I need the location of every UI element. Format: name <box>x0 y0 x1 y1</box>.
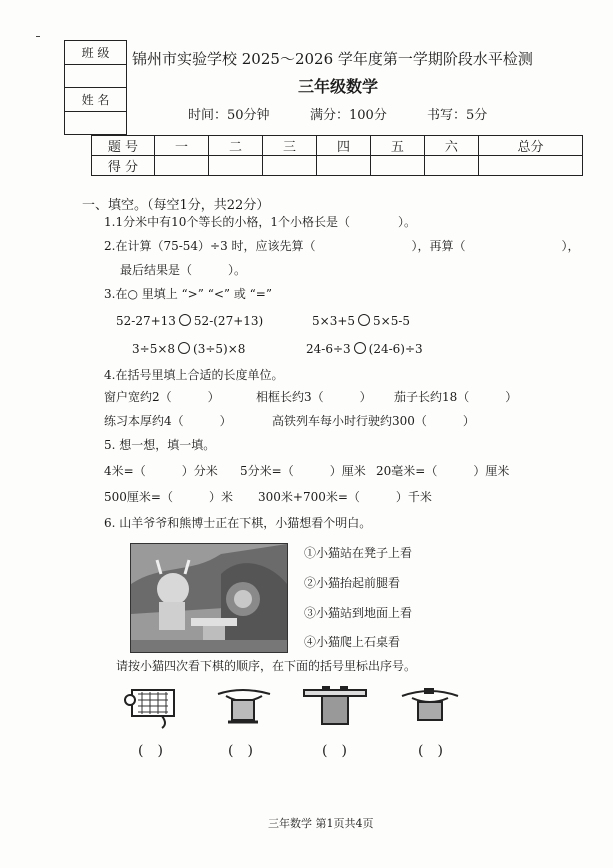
question-3: 3.在○ 里填上 “>” “<” 或 “=” <box>104 287 272 301</box>
exam-full-score: 满分：100分 <box>310 108 387 123</box>
compare-left: 24-6÷3 <box>306 342 351 356</box>
score-header-cell: 二 <box>208 136 262 156</box>
compare-left: 5×3+5 <box>312 314 356 328</box>
option-item: ②小猫抬起前腿看 <box>304 576 401 590</box>
question-6-instruction: 请按小猫四次看下棋的顺序，在下面的括号里标出序号。 <box>116 659 417 673</box>
conversion-item: 4米=（ ）分米 <box>104 464 218 478</box>
score-table-score-row <box>92 156 583 176</box>
score-cell[interactable] <box>370 156 424 176</box>
class-name-box <box>64 40 127 135</box>
question-5: 5. 想一想，填一填。 <box>104 438 216 452</box>
answer-bracket[interactable]: ( ) <box>322 743 347 759</box>
score-header-cell: 五 <box>370 136 424 156</box>
corner-mark <box>36 36 40 37</box>
score-table-header-row <box>92 136 583 156</box>
compare-item <box>312 314 410 327</box>
compare-right: 5×5-5 <box>373 314 411 328</box>
option-item: ①小猫站在凳子上看 <box>304 546 413 560</box>
question-2a: 2.在计算（75-54）÷3 时，应该先算（ ），再算（ ）， <box>104 239 580 253</box>
compare-circle[interactable] <box>178 342 190 354</box>
exam-writing-score: 书写：5分 <box>427 108 488 123</box>
board-on-stool-svg <box>118 684 182 730</box>
score-header-cell: 六 <box>424 136 478 156</box>
section1-heading: 一、填空。（每空1分，共22分） <box>82 198 270 213</box>
question-4: 4.在括号里填上合适的长度单位。 <box>104 368 284 382</box>
unit-item: 茄子长约18（ ） <box>394 390 518 404</box>
score-cell[interactable] <box>424 156 478 176</box>
compare-right: (3÷5)×8 <box>193 342 246 356</box>
question-2b: 最后结果是（ ）。 <box>120 263 247 277</box>
score-cell[interactable] <box>478 156 582 176</box>
name-field[interactable] <box>65 112 127 135</box>
cat-view-picture-2 <box>212 684 276 730</box>
question-1: 1.1分米中有10个等长的小格，1个小格长是（ ）。 <box>104 215 416 229</box>
compare-left: 52-27+13 <box>116 314 176 328</box>
compare-item <box>306 342 423 355</box>
compare-circle[interactable] <box>354 342 366 354</box>
score-header-cell: 总分 <box>478 136 582 156</box>
compare-circle[interactable] <box>179 314 191 326</box>
question-6: 6. 山羊爷爷和熊博士正在下棋，小猫想看个明白。 <box>104 516 372 530</box>
score-header-cell: 一 <box>155 136 209 156</box>
score-header-cell: 四 <box>316 136 370 156</box>
exam-title: 锦州市实验学校 2025～2026 学年度第一学期阶段水平检测 <box>132 50 533 68</box>
conversion-item: 300米+700米=（ ）千米 <box>258 490 432 504</box>
unit-item: 相框长约3（ ） <box>256 390 372 404</box>
option-item: ③小猫站到地面上看 <box>304 606 413 620</box>
conversion-item: 5分米=（ ）厘米 <box>240 464 366 478</box>
compare-item <box>116 314 263 327</box>
compare-right: 52-(27+13) <box>193 314 264 328</box>
table-side-view-svg <box>212 684 276 730</box>
option-item: ④小猫爬上石桌看 <box>304 635 401 649</box>
unit-item: 窗户宽约2（ ） <box>104 390 220 404</box>
class-field[interactable] <box>65 65 127 88</box>
score-cell[interactable] <box>155 156 209 176</box>
compare-circle[interactable] <box>358 314 370 326</box>
answer-bracket[interactable]: ( ) <box>228 743 253 759</box>
exam-subtitle: 三年级数学 <box>298 77 379 96</box>
cat-view-picture-4 <box>398 684 462 730</box>
class-label: 班 级 <box>65 41 127 65</box>
compare-item <box>132 342 245 355</box>
name-label: 姓 名 <box>65 88 127 112</box>
chess-scene-illustration <box>130 543 288 653</box>
score-header-cell: 题 号 <box>92 136 155 156</box>
score-cell[interactable] <box>316 156 370 176</box>
chess-scene-svg <box>131 544 287 652</box>
conversion-item: 20毫米=（ ）厘米 <box>376 464 510 478</box>
page-footer: 三年数学 第1页共4页 <box>268 817 374 830</box>
score-row-label: 得 分 <box>92 156 155 176</box>
table-top-view-svg <box>300 684 370 730</box>
score-table <box>91 135 583 176</box>
table-low-view-svg <box>398 684 462 730</box>
compare-left: 3÷5×8 <box>132 342 176 356</box>
exam-time: 时间：50分钟 <box>188 108 270 123</box>
answer-bracket[interactable]: ( ) <box>418 743 443 759</box>
compare-right: (24-6)÷3 <box>368 342 423 356</box>
answer-bracket[interactable]: ( ) <box>138 743 163 759</box>
score-header-cell: 三 <box>262 136 316 156</box>
cat-view-picture-1 <box>118 684 182 730</box>
unit-item: 高铁列车每小时行驶约300（ ） <box>272 414 475 428</box>
score-cell[interactable] <box>208 156 262 176</box>
unit-item: 练习本厚约4（ ） <box>104 414 232 428</box>
score-cell[interactable] <box>262 156 316 176</box>
cat-view-picture-3 <box>300 684 370 730</box>
conversion-item: 500厘米=（ ）米 <box>104 490 233 504</box>
